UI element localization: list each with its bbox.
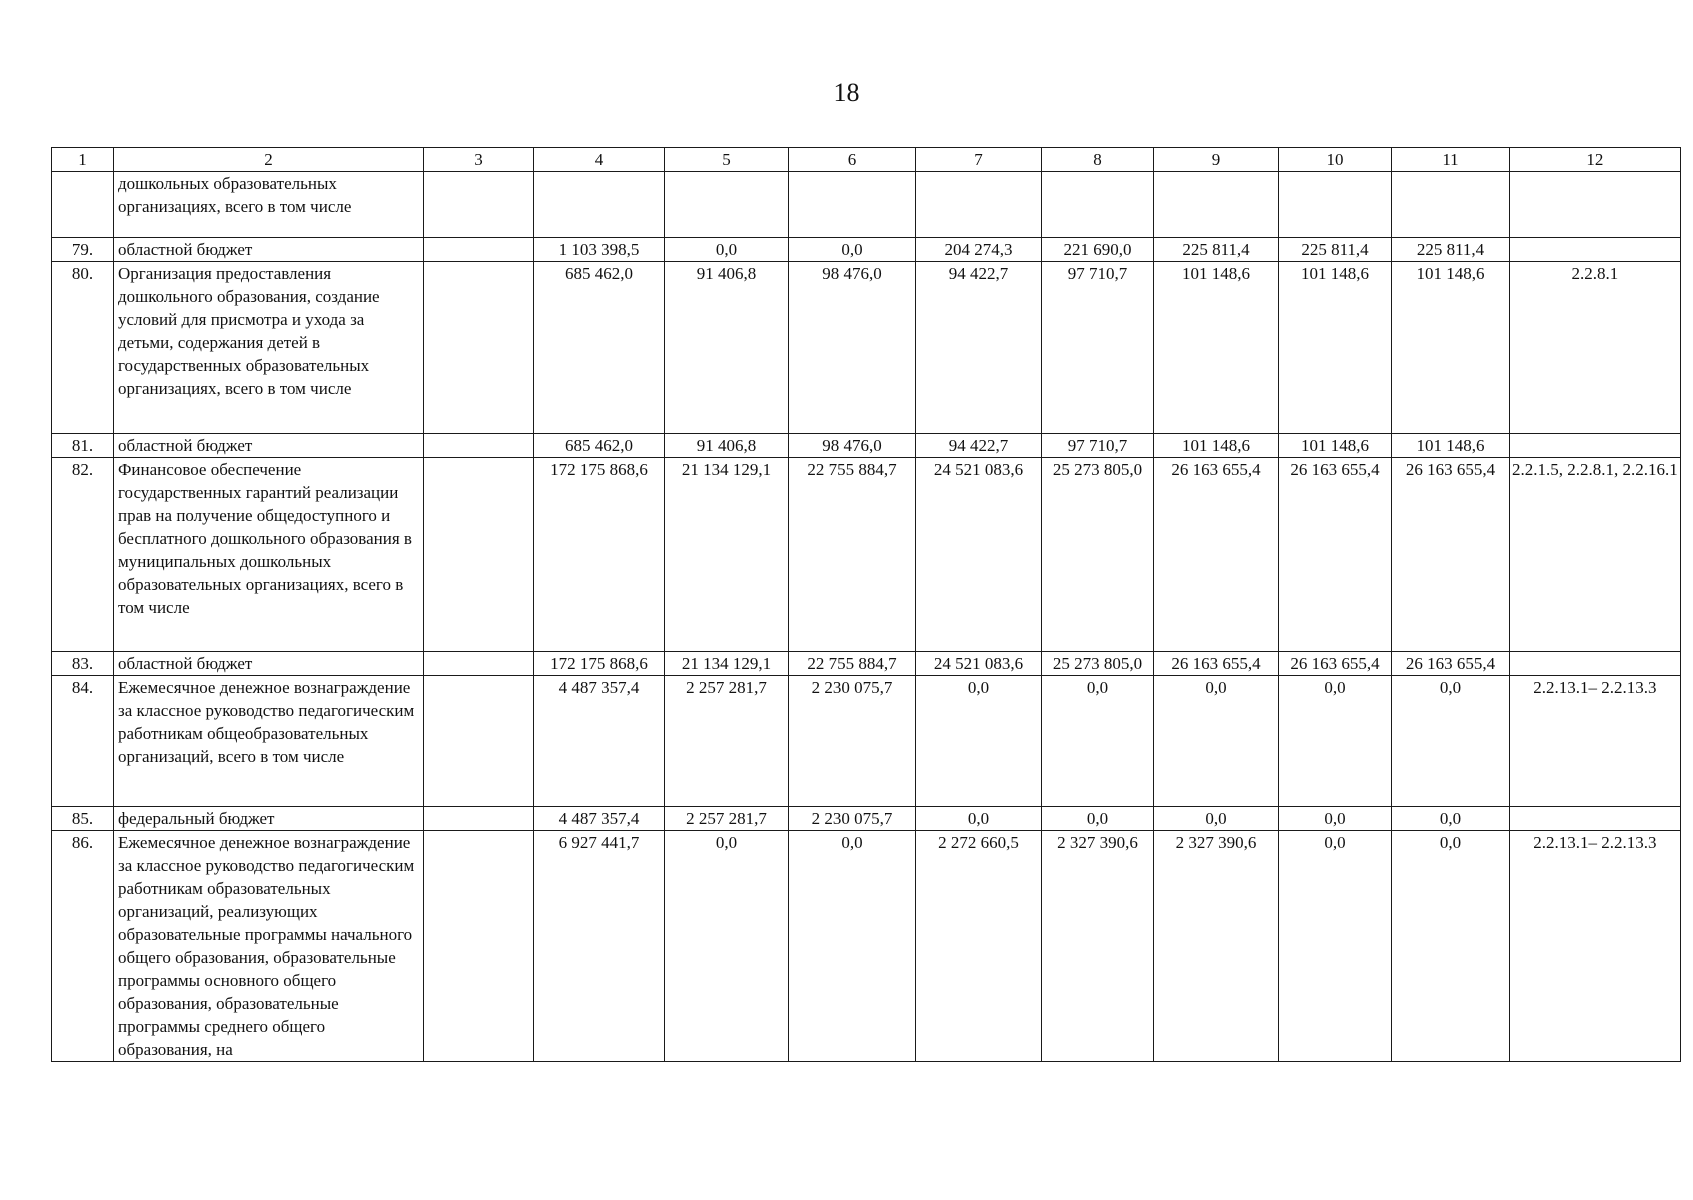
amount-cell: 1 103 398,5 <box>534 238 665 262</box>
amount-cell <box>1042 172 1154 238</box>
amount-cell: 0,0 <box>1279 676 1392 807</box>
column-number-1: 1 <box>52 148 114 172</box>
amount-cell: 2 230 075,7 <box>789 807 916 831</box>
amount-cell: 0,0 <box>665 238 789 262</box>
row-description: дошкольных образовательных организациях, всего в том числе <box>114 172 424 238</box>
column-3-cell <box>424 262 534 434</box>
amount-cell: 0,0 <box>1279 831 1392 1062</box>
table-row <box>52 831 1681 1062</box>
amount-cell: 26 163 655,4 <box>1392 458 1510 652</box>
table-row <box>52 676 1681 807</box>
table-row <box>52 458 1681 652</box>
amount-cell: 21 134 129,1 <box>665 652 789 676</box>
amount-cell: 101 148,6 <box>1279 262 1392 434</box>
row-description: Организация предоставления дошкольного образования, создание условий для присмотра и ухода за детьми, содержания детей в государственных образовательных организациях, всего в том числе <box>114 262 424 434</box>
amount-cell: 98 476,0 <box>789 262 916 434</box>
row-number: 86. <box>52 831 114 1062</box>
amount-cell: 0,0 <box>1392 807 1510 831</box>
amount-cell: 2 257 281,7 <box>665 676 789 807</box>
amount-cell: 101 148,6 <box>1154 262 1279 434</box>
row-number: 80. <box>52 262 114 434</box>
amount-cell: 2 327 390,6 <box>1154 831 1279 1062</box>
amount-cell: 0,0 <box>1392 676 1510 807</box>
reference-cell: 2.2.13.1– 2.2.13.3 <box>1510 676 1681 807</box>
amount-cell: 0,0 <box>789 831 916 1062</box>
reference-cell <box>1510 807 1681 831</box>
amount-cell: 685 462,0 <box>534 434 665 458</box>
amount-cell: 26 163 655,4 <box>1154 652 1279 676</box>
amount-cell <box>1392 172 1510 238</box>
amount-cell: 4 487 357,4 <box>534 676 665 807</box>
amount-cell: 225 811,4 <box>1154 238 1279 262</box>
table-row <box>52 807 1681 831</box>
column-number-4: 4 <box>534 148 665 172</box>
amount-cell: 2 327 390,6 <box>1042 831 1154 1062</box>
amount-cell: 25 273 805,0 <box>1042 458 1154 652</box>
amount-cell: 24 521 083,6 <box>916 458 1042 652</box>
amount-cell: 101 148,6 <box>1154 434 1279 458</box>
row-number <box>52 172 114 238</box>
amount-cell: 26 163 655,4 <box>1392 652 1510 676</box>
amount-cell: 26 163 655,4 <box>1279 458 1392 652</box>
column-number-5: 5 <box>665 148 789 172</box>
amount-cell: 172 175 868,6 <box>534 652 665 676</box>
amount-cell <box>916 172 1042 238</box>
amount-cell <box>534 172 665 238</box>
row-description: областной бюджет <box>114 238 424 262</box>
reference-cell <box>1510 172 1681 238</box>
amount-cell: 24 521 083,6 <box>916 652 1042 676</box>
amount-cell: 97 710,7 <box>1042 262 1154 434</box>
reference-cell: 2.2.8.1 <box>1510 262 1681 434</box>
column-3-cell <box>424 458 534 652</box>
amount-cell: 0,0 <box>1392 831 1510 1062</box>
amount-cell: 0,0 <box>1154 676 1279 807</box>
amount-cell: 685 462,0 <box>534 262 665 434</box>
column-3-cell <box>424 238 534 262</box>
amount-cell: 2 230 075,7 <box>789 676 916 807</box>
amount-cell: 0,0 <box>916 676 1042 807</box>
column-number-7: 7 <box>916 148 1042 172</box>
amount-cell: 2 257 281,7 <box>665 807 789 831</box>
amount-cell: 0,0 <box>1042 676 1154 807</box>
column-number-10: 10 <box>1279 148 1392 172</box>
amount-cell: 101 148,6 <box>1392 434 1510 458</box>
column-3-cell <box>424 807 534 831</box>
amount-cell: 4 487 357,4 <box>534 807 665 831</box>
amount-cell: 101 148,6 <box>1392 262 1510 434</box>
table-row <box>52 434 1681 458</box>
row-number: 81. <box>52 434 114 458</box>
column-number-6: 6 <box>789 148 916 172</box>
row-description: областной бюджет <box>114 652 424 676</box>
column-3-cell <box>424 172 534 238</box>
amount-cell: 204 274,3 <box>916 238 1042 262</box>
amount-cell: 91 406,8 <box>665 434 789 458</box>
row-description: областной бюджет <box>114 434 424 458</box>
reference-cell <box>1510 238 1681 262</box>
column-number-8: 8 <box>1042 148 1154 172</box>
amount-cell <box>1279 172 1392 238</box>
column-3-cell <box>424 676 534 807</box>
row-description: Ежемесячное денежное вознаграждение за классное руководство педагогическим работникам общеобразовательных организаций, всего в том числе <box>114 676 424 807</box>
amount-cell: 26 163 655,4 <box>1154 458 1279 652</box>
row-description: Финансовое обеспечение государственных гарантий реализации прав на получение общедоступного и бесплатного дошкольного образования в муниципальных дошкольных образовательных организациях, всего в том числе <box>114 458 424 652</box>
budget-table <box>51 147 1681 1062</box>
row-number: 85. <box>52 807 114 831</box>
amount-cell: 94 422,7 <box>916 434 1042 458</box>
row-number: 83. <box>52 652 114 676</box>
amount-cell: 91 406,8 <box>665 262 789 434</box>
column-number-2: 2 <box>114 148 424 172</box>
page-number: 18 <box>833 78 860 107</box>
amount-cell: 101 148,6 <box>1279 434 1392 458</box>
table-row <box>52 262 1681 434</box>
table-row <box>52 652 1681 676</box>
table-row <box>52 238 1681 262</box>
column-number-3: 3 <box>424 148 534 172</box>
column-3-cell <box>424 434 534 458</box>
column-number-12: 12 <box>1510 148 1681 172</box>
amount-cell: 0,0 <box>665 831 789 1062</box>
reference-cell: 2.2.1.5, 2.2.8.1, 2.2.16.1 <box>1510 458 1681 652</box>
reference-cell: 2.2.13.1– 2.2.13.3 <box>1510 831 1681 1062</box>
table-row <box>52 172 1681 238</box>
amount-cell: 97 710,7 <box>1042 434 1154 458</box>
amount-cell: 2 272 660,5 <box>916 831 1042 1062</box>
amount-cell: 98 476,0 <box>789 434 916 458</box>
table-body <box>52 148 1681 1062</box>
amount-cell: 221 690,0 <box>1042 238 1154 262</box>
amount-cell: 0,0 <box>1279 807 1392 831</box>
amount-cell: 94 422,7 <box>916 262 1042 434</box>
column-3-cell <box>424 831 534 1062</box>
amount-cell: 0,0 <box>916 807 1042 831</box>
column-number-9: 9 <box>1154 148 1279 172</box>
amount-cell: 26 163 655,4 <box>1279 652 1392 676</box>
amount-cell: 0,0 <box>1042 807 1154 831</box>
row-number: 79. <box>52 238 114 262</box>
amount-cell <box>789 172 916 238</box>
amount-cell <box>1154 172 1279 238</box>
amount-cell: 22 755 884,7 <box>789 458 916 652</box>
row-number: 84. <box>52 676 114 807</box>
amount-cell: 22 755 884,7 <box>789 652 916 676</box>
row-description: федеральный бюджет <box>114 807 424 831</box>
reference-cell <box>1510 434 1681 458</box>
column-number-11: 11 <box>1392 148 1510 172</box>
amount-cell: 0,0 <box>789 238 916 262</box>
column-number-header <box>52 148 1681 172</box>
row-number: 82. <box>52 458 114 652</box>
amount-cell: 6 927 441,7 <box>534 831 665 1062</box>
amount-cell: 21 134 129,1 <box>665 458 789 652</box>
amount-cell: 172 175 868,6 <box>534 458 665 652</box>
amount-cell: 0,0 <box>1154 807 1279 831</box>
amount-cell: 225 811,4 <box>1279 238 1392 262</box>
amount-cell: 25 273 805,0 <box>1042 652 1154 676</box>
column-3-cell <box>424 652 534 676</box>
row-description: Ежемесячное денежное вознаграждение за классное руководство педагогическим работникам образовательных организаций, реализующих образовательные программы начального общего образования, образовательные программы основного общего образования, образовательные программы среднего общего образования, на <box>114 831 424 1062</box>
reference-cell <box>1510 652 1681 676</box>
amount-cell <box>665 172 789 238</box>
amount-cell: 225 811,4 <box>1392 238 1510 262</box>
